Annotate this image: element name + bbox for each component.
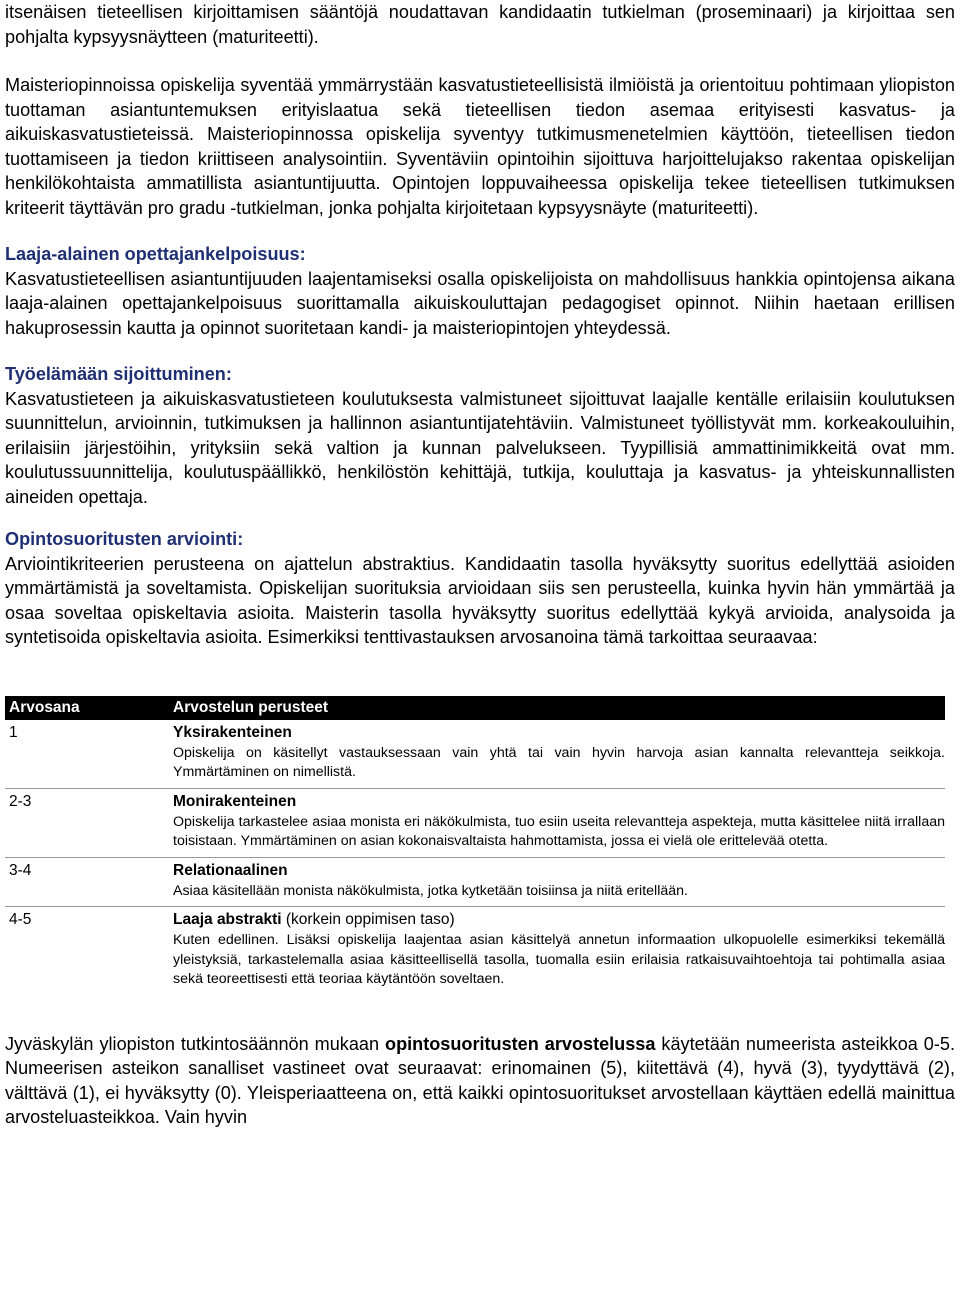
assessment-paragraph: Arviointikriteerien perusteena on ajattelun abstraktius. Kandidaatin tasolla hyväksytty suoritus edellyttää asioiden ymmärtämistä ja soveltamista. Opiskelijan suorituksia arvioidaan siis sen perusteella, kuinka hyvin hän ymmärtää ja osaa soveltaa opiskeltavia asioita. Maisterin tasolla hyväksytty suoritus edellyttää kykyä arvioida, analysoida ja syntetisoida opiskeltavia asioita. Esimerkiksi tenttivastauksen arvosanoina tämä tarkoittaa seuraavaa: [5,553,955,647]
intro-paragraph: itsenäisen tieteellisen kirjoittamisen sääntöjä noudattavan kandidaatin tutkielman (proseminaari) ja kirjoittaa sen pohjalta kypsyysnäytteen (maturiteetti). [5,2,955,47]
masters-paragraph: Maisteriopinnoissa opiskelija syventää ymmärrystään kasvatustieteellisistä ilmiöistä ja orientoituu pohtimaan yliopiston tuottaman asiantuntemuksen erityislaatua sekä tieteellisen tiedon asemaa erityisesti kasvatus- ja aikuiskasvatustieteissä. Maisteriopinnossa opiskelija syventyy tutkimusmenetelmien käyttöön, tieteellisen tiedon tuottamiseen ja tiedon kriittiseen analysointiin. Syventäviin opintoihin sijoittuva harjoittelujakso rakentaa opiskelijan henkilökohtaista ammatillista asiantuntijuutta. Opintojen loppuvaiheessa opiskelija tekee tieteellisen tutkimuksen kriteerit täyttävän pro gradu -tutkielman, jonka pohjalta kirjoitetaan kypsyysnäyte (maturiteetti). [5,75,955,218]
table-row [5,720,945,744]
table-row [5,788,945,813]
grade-title: Relationaalinen [173,861,288,879]
closing-text-bold: opintosuoritusten arvostelussa [385,1033,656,1054]
header-grade: Arvosana [5,696,167,720]
table-row-description [5,744,945,789]
grade-table [5,696,945,995]
document-page [5,0,955,1130]
closing-text-end: käytetään numeerista asteikkoa 0-5. Numeerisen asteikon sanalliset vastineet ovat seuraavat: erinomainen (5), kiitettävä (4), hyvä (3), tyydyttävä (2), välttävä (1), ei hyväksytty (0). Yleisperiaatteena on, että kaikki opintosuoritukset arvostellaan käyttäen edellä mainittua arvosteluasteikkoa. Vain hyvin [5,1033,955,1127]
closing-text-start: Jyväskylän yliopiston tutkintosäännön mukaan [5,1033,386,1054]
grade-description: Opiskelija on käsitellyt vastauksessaan vain yhtä tai vain hyvin harvoja asian kannalta relevantteja seikkoja. Ymmärtäminen on nimellistä. [173,744,945,780]
grade-description: Asiaa käsitellään monista näkökulmista, jotka kytketään toisiinsa ja niitä eritellään. [173,882,688,899]
teacher-qualification-heading: Laaja-alainen opettajankelpoisuus: [5,244,306,264]
grade-title-note: (korkein oppimisen taso) [281,911,455,928]
assessment-heading: Opintosuoritusten arviointi: [5,529,244,549]
table-row [5,857,945,882]
grade-description: Kuten edellinen. Lisäksi opiskelija laajentaa asian käsittelyä annetun informaation ulkopuolelle esimerkiksi tekemällä yleistyksiä, tarkastelemalla asiaa käsitteellisellä tasolla, tuomalla esiin erilaisia ratkaisuvaihtoehtoja tai pohtimalla asiaa sekä teoreettisesti että teoriaa käytäntöön soveltaen. [173,932,945,987]
grade-title: Laaja abstrakti [173,911,282,928]
grade-value: 3-4 [5,857,167,882]
grade-value: 1 [9,723,18,741]
table-row-description [5,882,945,907]
table-row [5,907,945,932]
table-row-description [5,931,945,995]
grade-table-header [5,696,945,720]
grade-title: Yksirakenteinen [173,723,292,741]
employment-heading: Työelämään sijoittuminen: [5,364,232,384]
closing-paragraph [5,1032,955,1130]
grade-description: Opiskelija tarkastelee asiaa monista eri näkökulmista, tuo esiin useita relevantteja aspekteja, mutta käsittelee niitä irrallaan toisistaan. Ymmärtäminen on asian kokonaisvaltaista hahmottamista, jossa ei vielä ole erittelevää otetta. [173,813,945,849]
grade-value: 2-3 [5,788,167,813]
table-row-description [5,813,945,858]
grade-title: Monirakenteinen [173,792,297,810]
employment-paragraph: Kasvatustieteen ja aikuiskasvatustieteen koulutuksesta valmistuneet sijoittuvat laajalle kentälle erilaisiin koulutuksen suunnittelun, arvioinnin, tutkimuksen ja hallinnon asiantuntijatehtäviin. Valmistuneet työllistyvät mm. korkeakouluihin, erilaisiin järjestöihin, yrityksiin sekä valtion ja kunnan palvelukseen. Tyypillisiä ammattinimikkeitä ovat mm. koulutussuunnittelija, koulutuspäällikkö, henkilöstön kehittäjä, tutkija, kouluttaja ja kasvatus- ja yhteiskunnallisten aineiden opettaja. [5,388,955,507]
teacher-qualification-paragraph: Kasvatustieteellisen asiantuntijuuden laajentamiseksi osalla opiskelijoista on mahdollisuus hankkia opintojensa aikana laaja-alainen opettajankelpoisuus suorittamalla aikuiskouluttajan pedagogiset opinnot. Niihin haetaan erillisen hakuprosessin kautta ja opinnot suoritetaan kandi- ja maisteriopintojen yhteydessä. [5,268,955,338]
header-basis: Arvostelun perusteet [167,696,945,720]
grade-value: 4-5 [5,907,167,932]
